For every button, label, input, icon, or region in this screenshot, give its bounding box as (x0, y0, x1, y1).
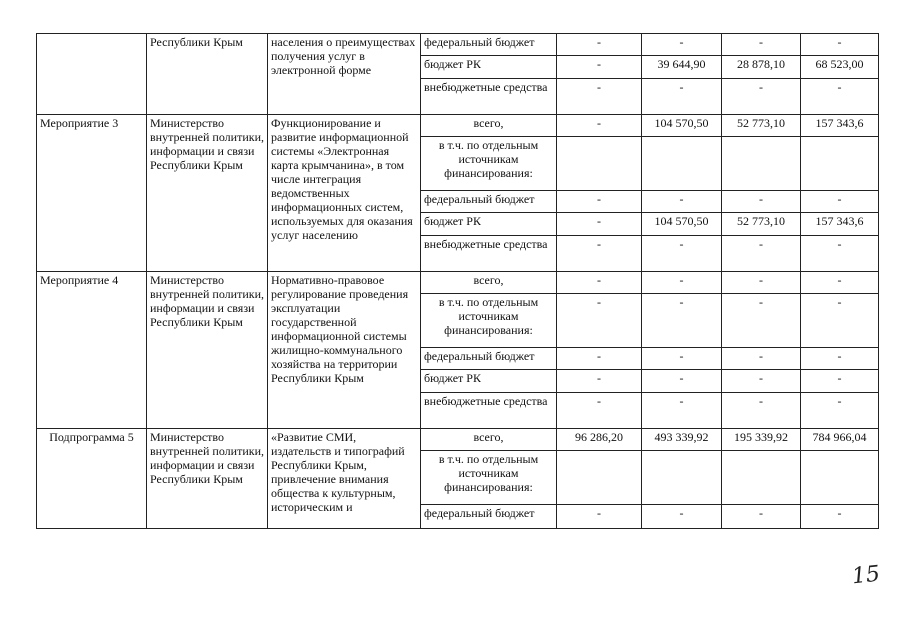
amount-cell: - (642, 505, 722, 529)
amount-cell: - (557, 191, 642, 213)
amount-cell: - (557, 213, 642, 236)
amount-cell: - (557, 272, 642, 294)
amount-cell: - (557, 115, 642, 137)
funding-source-cell: внебюджетные средства (421, 393, 557, 429)
amount-cell: - (722, 348, 801, 370)
amount-cell: - (557, 393, 642, 429)
table-body (37, 34, 879, 529)
amount-cell: 28 878,10 (722, 56, 801, 79)
funding-source-cell: бюджет РК (421, 370, 557, 393)
amount-cell: - (557, 348, 642, 370)
amount-cell: - (642, 393, 722, 429)
amount-cell: - (557, 34, 642, 56)
funding-source-cell: внебюджетные средства (421, 236, 557, 272)
amount-cell: - (801, 505, 879, 529)
amount-cell (722, 137, 801, 191)
amount-cell: - (801, 370, 879, 393)
amount-cell: - (642, 294, 722, 348)
amount-cell: - (801, 236, 879, 272)
funding-source-cell: внебюджетные средства (421, 79, 557, 115)
amount-cell: - (642, 370, 722, 393)
funding-source-cell: бюджет РК (421, 213, 557, 236)
amount-cell: - (557, 294, 642, 348)
amount-cell: - (722, 236, 801, 272)
activity-name-cell: Подпрограмма 5 (37, 429, 147, 529)
amount-cell: 157 343,6 (801, 115, 879, 137)
amount-cell: - (557, 505, 642, 529)
table-row (37, 272, 879, 294)
funding-source-cell: всего, (421, 429, 557, 451)
amount-cell: 784 966,04 (801, 429, 879, 451)
amount-cell: - (557, 56, 642, 79)
activity-name-cell: Мероприятие 4 (37, 272, 147, 429)
amount-cell: - (722, 393, 801, 429)
amount-cell (722, 451, 801, 505)
amount-cell (801, 451, 879, 505)
funding-source-cell: федеральный бюджет (421, 348, 557, 370)
amount-cell (801, 137, 879, 191)
amount-cell: - (722, 272, 801, 294)
amount-cell: 52 773,10 (722, 115, 801, 137)
amount-cell: - (722, 191, 801, 213)
amount-cell: - (801, 393, 879, 429)
amount-cell (557, 137, 642, 191)
funding-source-cell: федеральный бюджет (421, 505, 557, 529)
amount-cell: - (801, 294, 879, 348)
amount-cell: - (801, 272, 879, 294)
amount-cell: - (801, 34, 879, 56)
description-cell: «Развитие СМИ, издательств и типографий Республики Крым, привлечение внимания общества к культурным, историческим и (268, 429, 421, 529)
amount-cell: - (801, 79, 879, 115)
amount-cell: 195 339,92 (722, 429, 801, 451)
page-number: 15 (850, 561, 882, 590)
executor-cell: Министерство внутренней политики, информации и связи Республики Крым (147, 429, 268, 529)
amount-cell: 104 570,50 (642, 213, 722, 236)
funding-source-cell: всего, (421, 115, 557, 137)
amount-cell: - (801, 191, 879, 213)
amount-cell: - (642, 34, 722, 56)
executor-cell: Министерство внутренней политики, информации и связи Республики Крым (147, 115, 268, 272)
amount-cell: - (557, 236, 642, 272)
amount-cell: - (642, 79, 722, 115)
amount-cell: - (642, 236, 722, 272)
amount-cell (642, 451, 722, 505)
table-row (37, 429, 879, 451)
amount-cell: - (642, 348, 722, 370)
amount-cell: - (722, 294, 801, 348)
amount-cell: 39 644,90 (642, 56, 722, 79)
activity-name-cell: Мероприятие 3 (37, 115, 147, 272)
amount-cell: 96 286,20 (557, 429, 642, 451)
description-cell: Функционирование и развитие информационной системы «Электронная карта крымчанина», в том числе интеграция ведомственных информационных систем, используемых для оказания услуг населению (268, 115, 421, 272)
executor-cell: Республики Крым (147, 34, 268, 115)
table-row (37, 115, 879, 137)
amount-cell (557, 451, 642, 505)
funding-source-cell: бюджет РК (421, 56, 557, 79)
amount-cell: - (722, 34, 801, 56)
amount-cell: - (642, 191, 722, 213)
activity-name-cell (37, 34, 147, 115)
amount-cell: - (801, 348, 879, 370)
funding-source-cell: в т.ч. по отдельным источникам финансирования: (421, 451, 557, 505)
funding-source-cell: федеральный бюджет (421, 34, 557, 56)
description-cell: Нормативно-правовое регулирование проведения эксплуатации государственной информационной системы жилищно-коммунального хозяйства на территории Республики Крым (268, 272, 421, 429)
amount-cell: 68 523,00 (801, 56, 879, 79)
amount-cell: - (557, 370, 642, 393)
amount-cell: 493 339,92 (642, 429, 722, 451)
executor-cell: Министерство внутренней политики, информации и связи Республики Крым (147, 272, 268, 429)
amount-cell: 104 570,50 (642, 115, 722, 137)
amount-cell: - (722, 505, 801, 529)
amount-cell (642, 137, 722, 191)
amount-cell: - (557, 79, 642, 115)
table-row (37, 34, 879, 56)
amount-cell: - (722, 370, 801, 393)
amount-cell: - (642, 272, 722, 294)
amount-cell: 157 343,6 (801, 213, 879, 236)
amount-cell: 52 773,10 (722, 213, 801, 236)
funding-source-cell: всего, (421, 272, 557, 294)
funding-source-cell: в т.ч. по отдельным источникам финансирования: (421, 137, 557, 191)
amount-cell: - (722, 79, 801, 115)
budget-table (36, 33, 879, 529)
funding-source-cell: федеральный бюджет (421, 191, 557, 213)
funding-source-cell: в т.ч. по отдельным источникам финансирования: (421, 294, 557, 348)
description-cell: населения о преимуществах получения услуг в электронной форме (268, 34, 421, 115)
